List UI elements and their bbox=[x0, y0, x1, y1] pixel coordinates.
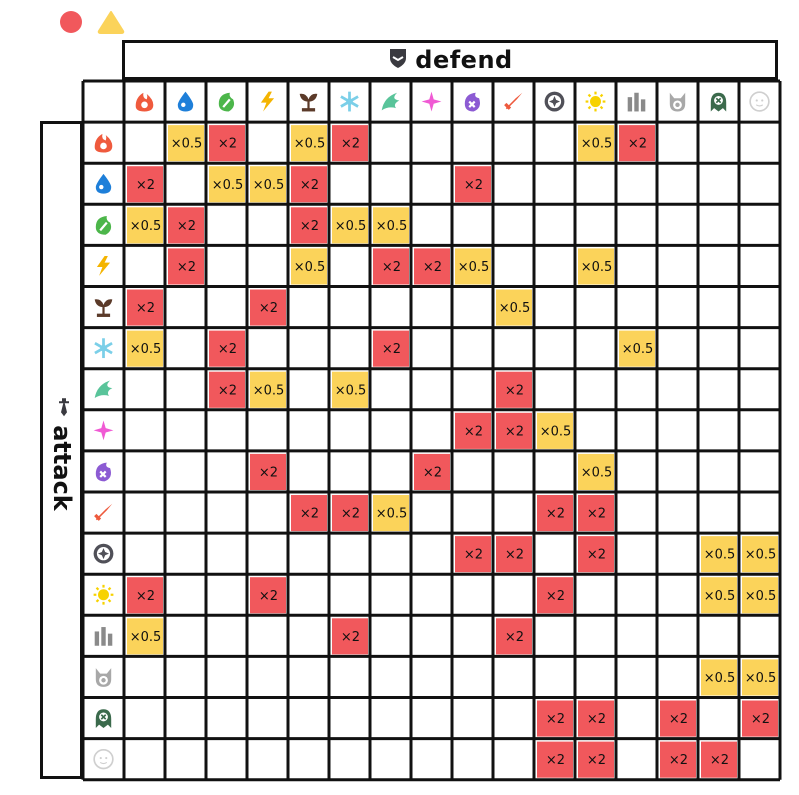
neutral-face-icon bbox=[94, 750, 113, 769]
sprout-icon bbox=[95, 299, 113, 317]
leaf-icon bbox=[96, 216, 111, 235]
building-icon bbox=[95, 627, 113, 646]
dark-leaf-icon bbox=[465, 93, 480, 112]
multiplier-text: ×2 bbox=[381, 342, 402, 358]
multiplier-text: ×0.5 bbox=[703, 588, 736, 604]
multiplier-text: ×0.5 bbox=[252, 383, 285, 399]
multiplier-text: ×2 bbox=[545, 712, 566, 728]
sparkle-icon bbox=[94, 420, 114, 440]
multiplier-text: ×2 bbox=[545, 588, 566, 604]
beast-icon bbox=[96, 668, 111, 687]
defend-label: defend bbox=[415, 46, 513, 74]
multiplier-text: ×0.5 bbox=[498, 301, 531, 317]
lightning-icon bbox=[97, 256, 110, 276]
building-icon bbox=[628, 93, 646, 112]
multiplier-text: ×0.5 bbox=[129, 629, 162, 645]
multiplier-text: ×2 bbox=[668, 753, 689, 769]
multiplier-text: ×2 bbox=[340, 506, 361, 522]
multiplier-text: ×2 bbox=[422, 259, 443, 275]
multiplier-text: ×2 bbox=[299, 177, 320, 193]
multiplier-text: ×0.5 bbox=[293, 259, 326, 275]
multiplier-text: ×0.5 bbox=[129, 342, 162, 358]
multiplier-text: ×2 bbox=[299, 218, 320, 234]
multiplier-text: ×2 bbox=[504, 547, 525, 563]
multiplier-text: ×0.5 bbox=[580, 136, 613, 152]
multiplier-text: ×2 bbox=[586, 547, 607, 563]
multiplier-text: ×0.5 bbox=[375, 218, 408, 234]
snowflake-icon bbox=[341, 92, 358, 112]
multiplier-text: ×2 bbox=[381, 259, 402, 275]
sun-icon bbox=[94, 585, 114, 605]
multiplier-text: ×2 bbox=[463, 547, 484, 563]
multiplier-text: ×0.5 bbox=[539, 424, 572, 440]
moon-orb-icon bbox=[94, 544, 114, 564]
snowflake-icon bbox=[95, 338, 112, 358]
multiplier-text: ×2 bbox=[586, 712, 607, 728]
multiplier-text: ×0.5 bbox=[457, 259, 490, 275]
multiplier-text: ×2 bbox=[340, 629, 361, 645]
multiplier-text: ×2 bbox=[668, 712, 689, 728]
multiplier-text: ×0.5 bbox=[580, 465, 613, 481]
multiplier-text: ×2 bbox=[586, 753, 607, 769]
multiplier-text: ×2 bbox=[299, 506, 320, 522]
lightning-icon bbox=[261, 92, 274, 112]
multiplier-text: ×2 bbox=[463, 177, 484, 193]
multiplier-text: ×2 bbox=[217, 383, 238, 399]
multiplier-text: ×2 bbox=[217, 136, 238, 152]
multiplier-text: ×2 bbox=[750, 712, 771, 728]
multiplier-text: ×0.5 bbox=[744, 588, 777, 604]
wind-icon bbox=[95, 380, 113, 398]
flame-icon bbox=[95, 134, 113, 153]
sword-icon bbox=[94, 504, 112, 521]
multiplier-text: ×2 bbox=[135, 301, 156, 317]
wind-icon bbox=[382, 93, 400, 111]
multiplier-text: ×2 bbox=[176, 259, 197, 275]
dark-leaf-icon bbox=[96, 463, 111, 482]
sprout-icon bbox=[300, 94, 318, 112]
multiplier-text: ×2 bbox=[504, 424, 525, 440]
multiplier-text: ×0.5 bbox=[334, 383, 367, 399]
multiplier-text: ×2 bbox=[135, 588, 156, 604]
moon-orb-icon bbox=[545, 92, 565, 112]
multiplier-text: ×0.5 bbox=[334, 218, 367, 234]
multiplier-text: ×2 bbox=[217, 342, 238, 358]
multiplier-text: ×2 bbox=[340, 136, 361, 152]
multiplier-text: ×0.5 bbox=[375, 506, 408, 522]
multiplier-text: ×0.5 bbox=[170, 136, 203, 152]
multiplier-text: ×2 bbox=[135, 177, 156, 193]
multiplier-text: ×0.5 bbox=[580, 259, 613, 275]
multiplier-text: ×2 bbox=[422, 465, 443, 481]
water-drop-icon bbox=[178, 92, 193, 112]
multiplier-text: ×2 bbox=[545, 506, 566, 522]
multiplier-text: ×2 bbox=[258, 465, 279, 481]
ghost-icon bbox=[96, 709, 111, 728]
multiplier-text: ×2 bbox=[627, 136, 648, 152]
multiplier-text: ×2 bbox=[709, 753, 730, 769]
multiplier-text: ×0.5 bbox=[703, 670, 736, 686]
water-drop-icon bbox=[96, 174, 111, 194]
multiplier-text: ×2 bbox=[545, 753, 566, 769]
neutral-face-icon bbox=[750, 92, 769, 111]
multiplier-text: ×2 bbox=[586, 506, 607, 522]
multiplier-text: ×0.5 bbox=[744, 670, 777, 686]
beast-icon bbox=[670, 93, 685, 112]
multiplier-text: ×2 bbox=[463, 424, 484, 440]
flame-icon bbox=[136, 93, 154, 112]
multiplier-text: ×2 bbox=[258, 301, 279, 317]
multiplier-text: ×0.5 bbox=[744, 547, 777, 563]
corner-cell bbox=[83, 81, 124, 122]
multiplier-text: ×0.5 bbox=[621, 342, 654, 358]
sword-icon bbox=[504, 93, 522, 110]
multiplier-text: ×2 bbox=[504, 629, 525, 645]
multiplier-text: ×2 bbox=[504, 383, 525, 399]
multiplier-text: ×2 bbox=[176, 218, 197, 234]
multiplier-text: ×0.5 bbox=[252, 177, 285, 193]
ghost-icon bbox=[711, 93, 726, 112]
sparkle-icon bbox=[422, 92, 442, 112]
leaf-icon bbox=[219, 93, 234, 112]
multiplier-text: ×0.5 bbox=[703, 547, 736, 563]
multiplier-text: ×0.5 bbox=[129, 218, 162, 234]
multiplier-text: ×2 bbox=[258, 588, 279, 604]
attack-label: attack bbox=[47, 425, 76, 511]
multiplier-text: ×0.5 bbox=[293, 136, 326, 152]
sun-icon bbox=[586, 92, 606, 112]
multiplier-text: ×0.5 bbox=[211, 177, 244, 193]
